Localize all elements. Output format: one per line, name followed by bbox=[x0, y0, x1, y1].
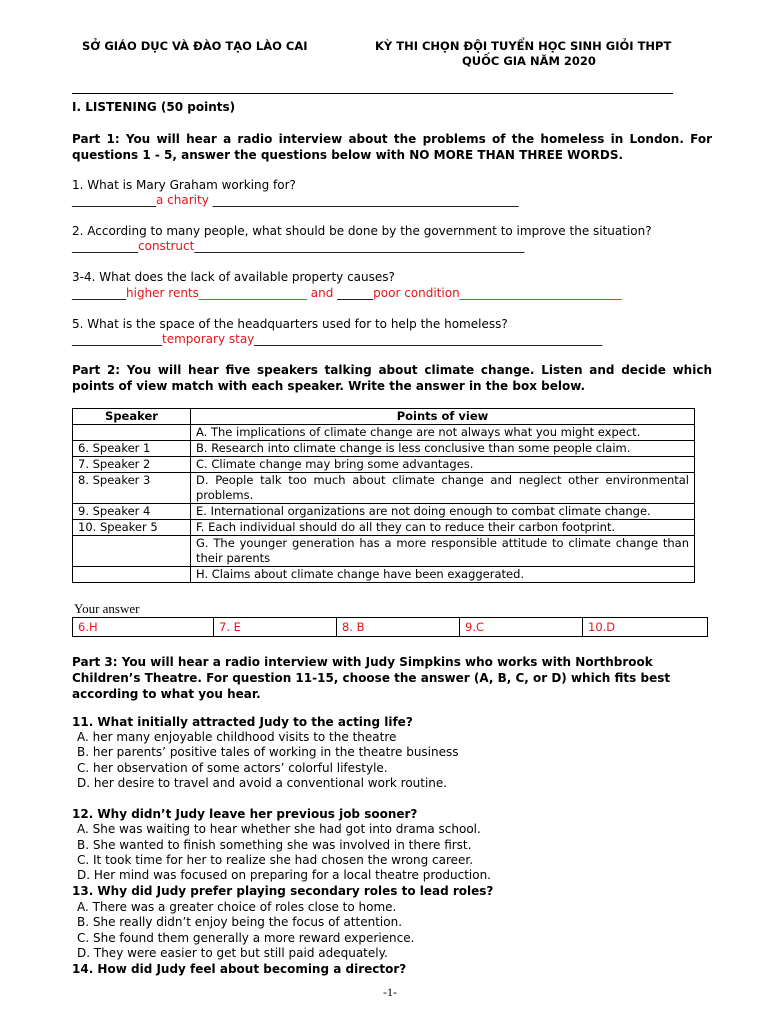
answer-3: higher rents__________________ bbox=[126, 286, 307, 300]
view-cell: C. Climate change may bring some advantages. bbox=[191, 457, 695, 473]
option-12-c: C. It took time for her to realize she had chosen the wrong career. bbox=[77, 853, 474, 867]
question-1: 1. What is Mary Graham working for? bbox=[72, 178, 296, 192]
option-11-a: A. her many enjoyable childhood visits to the theatre bbox=[77, 730, 397, 744]
your-answer-label: Your answer bbox=[74, 601, 140, 616]
column-header: Points of view bbox=[191, 409, 695, 425]
question-12: 12. Why didn’t Judy leave her previous job sooner? bbox=[72, 807, 418, 821]
question-11: 11. What initially attracted Judy to the acting life? bbox=[72, 715, 413, 729]
option-12-b: B. She wanted to finish something she was involved in there first. bbox=[77, 838, 472, 852]
answer-4: poor condition___________________________ bbox=[373, 286, 622, 300]
answer-line-1 bbox=[72, 193, 519, 207]
and-connector: and bbox=[306, 286, 338, 300]
table-row bbox=[73, 567, 695, 583]
blank: ______ bbox=[337, 286, 374, 300]
answer-cell: 9.C bbox=[460, 618, 583, 637]
question-13: 13. Why did Judy prefer playing secondary roles to lead roles? bbox=[72, 884, 494, 898]
your-answer-table bbox=[72, 617, 708, 637]
speaker-cell bbox=[73, 567, 191, 583]
part2-instructions: Part 2: You will hear five speakers talking about climate change. Listen and decide which points of view match with each speaker. Write the answer in the box below. bbox=[72, 363, 712, 393]
table-row bbox=[73, 618, 708, 637]
section-title: I. LISTENING (50 points) bbox=[72, 100, 236, 114]
answer-line-2 bbox=[72, 239, 524, 253]
answer-1: a charity bbox=[156, 193, 209, 207]
view-cell: A. The implications of climate change are not always what you might expect. bbox=[191, 425, 695, 441]
page-number: -1- bbox=[383, 985, 397, 999]
speaker-cell bbox=[73, 425, 191, 441]
table-row bbox=[73, 441, 695, 457]
speaker-cell: 10. Speaker 5 bbox=[73, 520, 191, 536]
speaker-cell: 8. Speaker 3 bbox=[73, 473, 191, 504]
view-cell: E. International organizations are not doing enough to combat climate change. bbox=[191, 504, 695, 520]
blank: ______________ bbox=[72, 193, 156, 207]
answer-cell: 6.H bbox=[73, 618, 214, 637]
blank: _______________________________________________________ bbox=[194, 239, 525, 253]
blank: ___________ bbox=[72, 239, 138, 253]
table-row bbox=[73, 504, 695, 520]
option-11-d: D. her desire to travel and avoid a conventional work routine. bbox=[77, 776, 448, 790]
option-11-b: B. her parents’ positive tales of working in the theatre business bbox=[77, 745, 459, 759]
question-2: 2. According to many people, what should be done by the government to improve the situation? bbox=[72, 224, 652, 238]
column-header: Speaker bbox=[73, 409, 191, 425]
table-header-row bbox=[73, 409, 695, 425]
answer-5: temporary stay bbox=[162, 332, 255, 346]
view-cell: D. People talk too much about climate change and neglect other environmental problems. bbox=[191, 473, 695, 504]
option-13-c: C. She found them generally a more reward experience. bbox=[77, 931, 415, 945]
header-organization: SỞ GIÁO DỤC VÀ ĐÀO TẠO LÀO CAI bbox=[82, 39, 308, 53]
answer-cell: 10.D bbox=[583, 618, 708, 637]
view-cell: H. Claims about climate change have been exaggerated. bbox=[191, 567, 695, 583]
part1-instructions: Part 1: You will hear a radio interview about the problems of the homeless in London. For questions 1 - 5, answer the questions below with NO MORE THAN THREE WORDS. bbox=[72, 132, 712, 162]
header-exam-title: KỲ THI CHỌN ĐỘI TUYỂN HỌC SINH GIỎI THPT bbox=[375, 39, 672, 53]
speaker-cell: 7. Speaker 2 bbox=[73, 457, 191, 473]
option-11-c: C. her observation of some actors’ colorful lifestyle. bbox=[77, 761, 388, 775]
blank: __________________________________________________________ bbox=[254, 332, 603, 346]
view-cell: B. Research into climate change is less conclusive than some people claim. bbox=[191, 441, 695, 457]
option-13-b: B. She really didn’t enjoy being the focus of attention. bbox=[77, 915, 403, 929]
table-row bbox=[73, 425, 695, 441]
header-exam-year: QUỐC GIA NĂM 2020 bbox=[462, 54, 596, 68]
table-row bbox=[73, 473, 695, 504]
blank: _________ bbox=[72, 286, 126, 300]
table-row bbox=[73, 520, 695, 536]
answer-cell: 8. B bbox=[337, 618, 460, 637]
answer-line-5 bbox=[72, 332, 602, 346]
question-14: 14. How did Judy feel about becoming a director? bbox=[72, 962, 407, 976]
points-of-view-table bbox=[72, 408, 695, 583]
question-3-4: 3-4. What does the lack of available property causes? bbox=[72, 270, 395, 284]
table-row bbox=[73, 457, 695, 473]
option-12-d: D. Her mind was focused on preparing for a local theatre production. bbox=[77, 868, 491, 882]
table-row bbox=[73, 536, 695, 567]
question-5: 5. What is the space of the headquarters used for to help the homeless? bbox=[72, 317, 508, 331]
speaker-cell: 6. Speaker 1 bbox=[73, 441, 191, 457]
blank: ___________________________________________________ bbox=[208, 193, 519, 207]
header-divider bbox=[72, 93, 673, 94]
option-13-a: A. There was a greater choice of roles close to home. bbox=[77, 900, 397, 914]
speaker-cell bbox=[73, 536, 191, 567]
answer-cell: 7. E bbox=[214, 618, 337, 637]
answer-2: construct bbox=[138, 239, 195, 253]
option-12-a: A. She was waiting to hear whether she had got into drama school. bbox=[77, 822, 481, 836]
answer-line-3-4 bbox=[72, 286, 622, 300]
view-cell: F. Each individual should do all they can to reduce their carbon footprint. bbox=[191, 520, 695, 536]
speaker-cell: 9. Speaker 4 bbox=[73, 504, 191, 520]
option-13-d: D. They were easier to get but still paid adequately. bbox=[77, 946, 388, 960]
part3-instructions: Part 3: You will hear a radio interview with Judy Simpkins who works with Northbrook Children’s Theatre. For question 11-15, choose the answer (A, B, C, or D) which fits best according to what you hear. bbox=[72, 655, 671, 701]
view-cell: G. The younger generation has a more responsible attitude to climate change than their parents bbox=[191, 536, 695, 567]
blank: _______________ bbox=[72, 332, 162, 346]
